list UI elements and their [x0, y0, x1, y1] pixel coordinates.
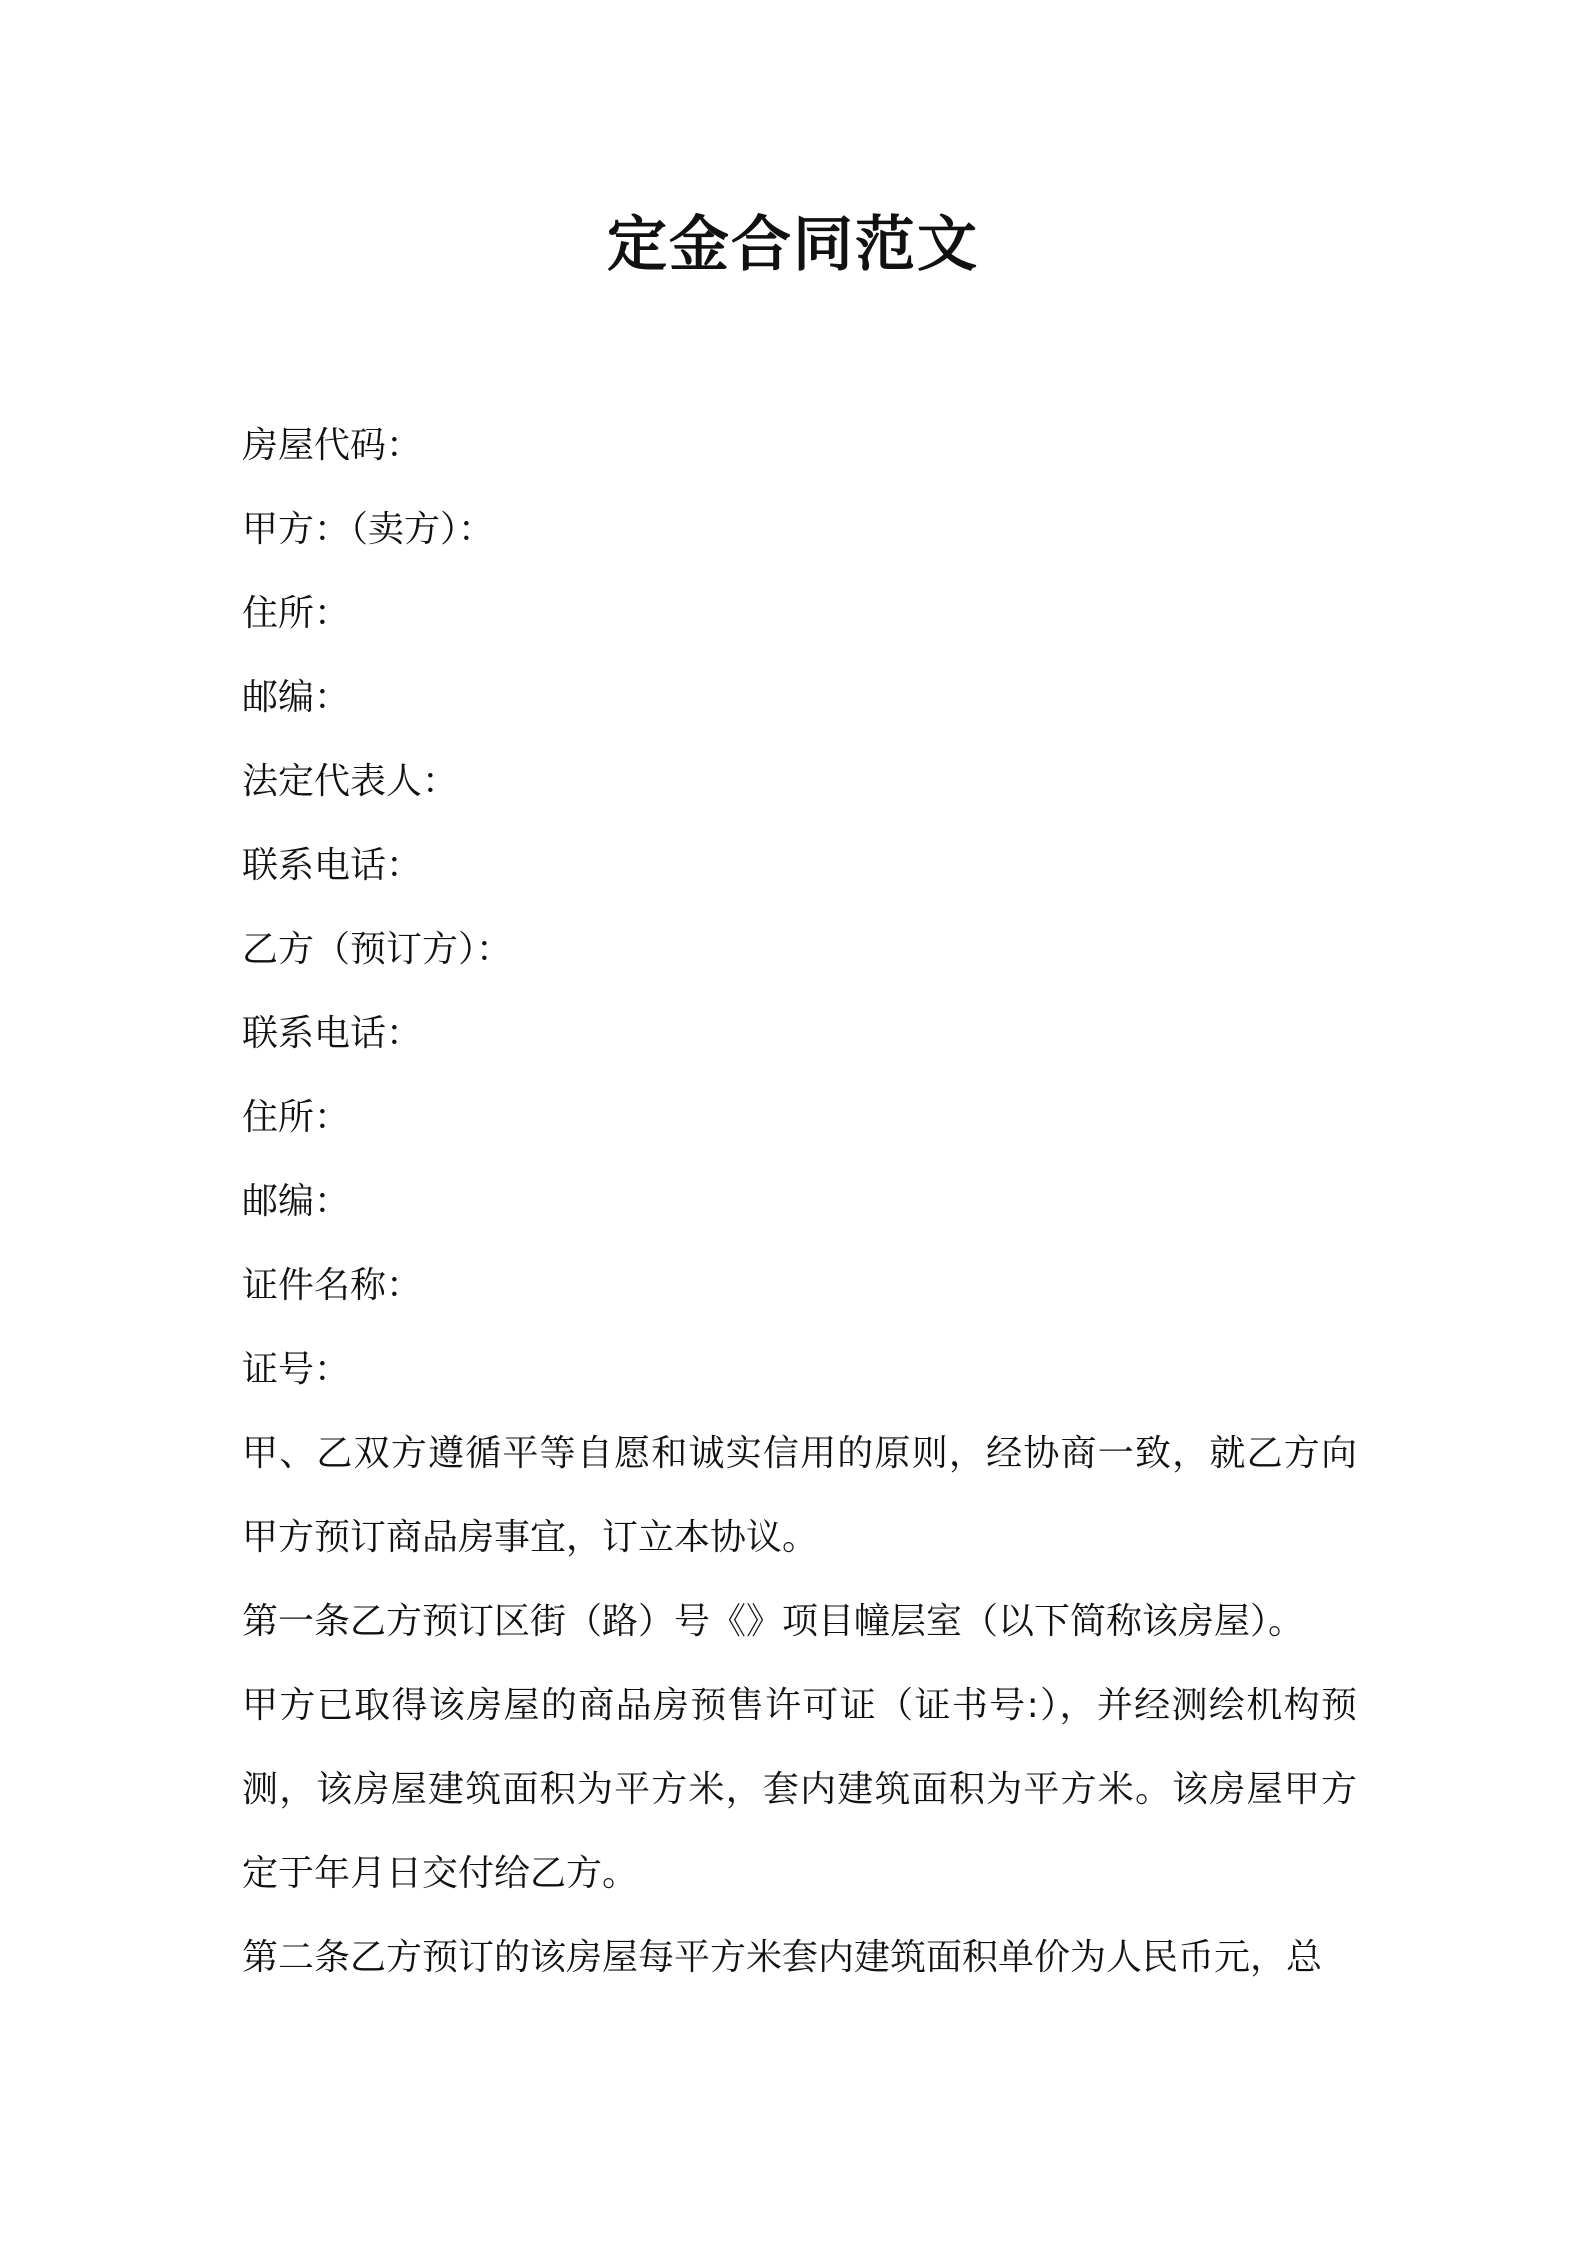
field-party-b-postcode: 邮编： [242, 1181, 351, 1222]
field-party-a-address: 住所： [242, 593, 351, 634]
document-body [242, 404, 1357, 2000]
field-id-number: 证号： [242, 1349, 351, 1390]
field-party-a-postcode: 邮编： [242, 677, 351, 718]
paragraph-article-1: 第一条乙方预订区街（路）号《》项目幢层室（以下简称该房屋）。 [242, 1601, 1305, 1642]
field-legal-representative: 法定代表人： [242, 761, 459, 802]
field-party-b-phone: 联系电话： [242, 1013, 423, 1054]
field-party-a-seller: 甲方：（卖方）： [242, 509, 495, 550]
paragraph-preamble: 甲、乙双方遵循平等自愿和诚实信用的原则，经协商一致，就乙方向甲方预订商品房事宜，订立本协议。 [242, 1433, 1357, 1558]
document-title: 定金合同范文 [607, 210, 979, 280]
field-party-b-address: 住所： [242, 1097, 351, 1138]
field-id-type: 证件名称： [242, 1265, 423, 1306]
paragraph-presale-permit: 甲方已取得该房屋的商品房预售许可证（证书号:），并经测绘机构预测，该房屋建筑面积为平方米，套内建筑面积为平方米。该房屋甲方定于年月日交付给乙方。 [242, 1685, 1357, 1894]
field-party-a-phone: 联系电话： [242, 845, 423, 886]
field-party-b-buyer: 乙方（预订方）： [242, 929, 513, 970]
paragraph-article-2: 第二条乙方预订的该房屋每平方米套内建筑面积单价为人民币元，总 [242, 1937, 1323, 1978]
field-house-code: 房屋代码： [242, 425, 423, 466]
